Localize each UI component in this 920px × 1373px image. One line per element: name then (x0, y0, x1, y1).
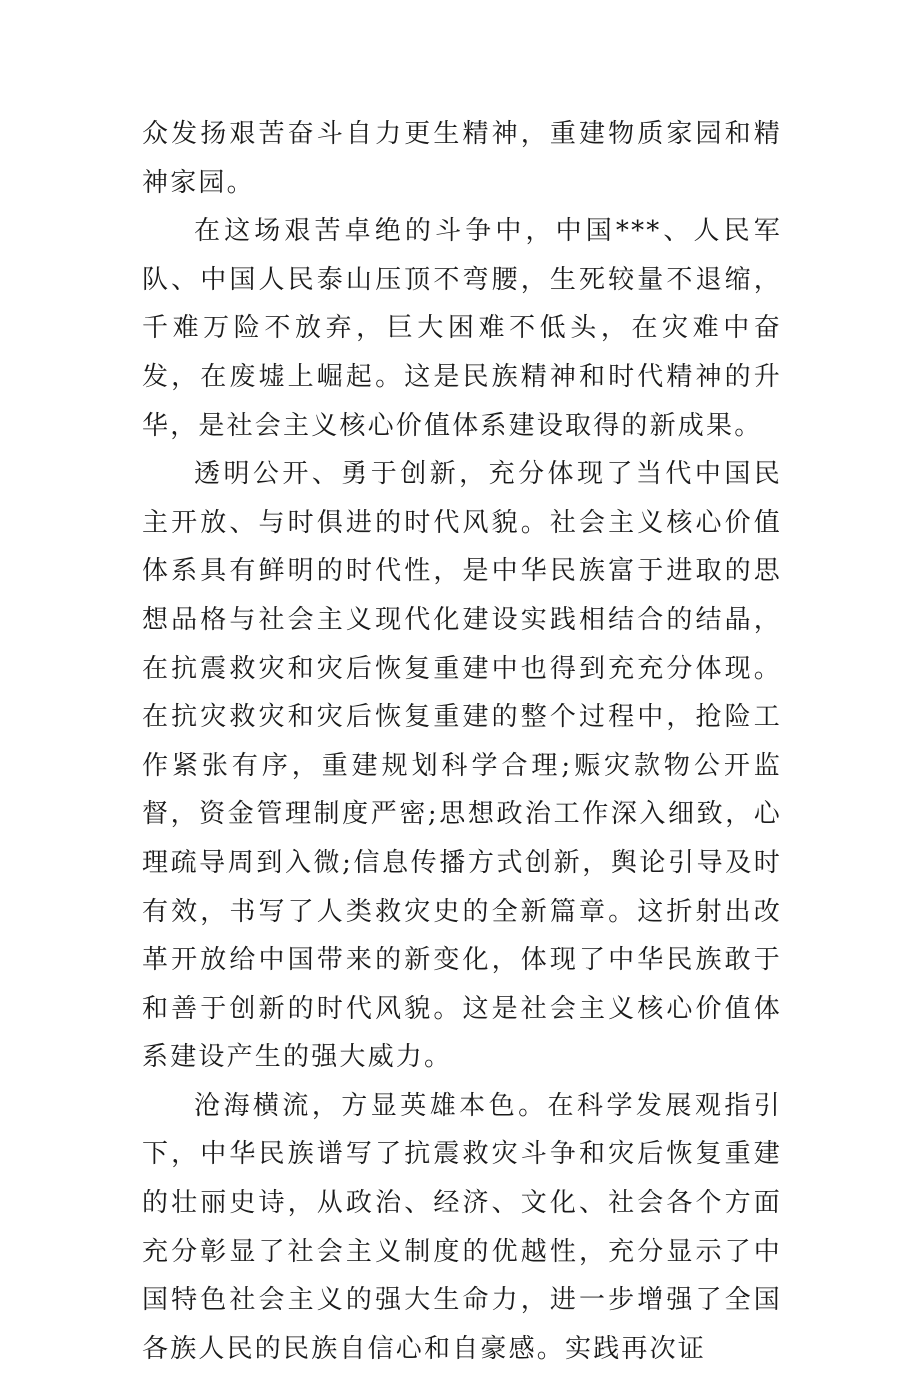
paragraph-continuation: 众发扬艰苦奋斗自力更生精神，重建物质家园和精神家园。 (142, 119, 782, 198)
paragraph-struggle: 在这场艰苦卓绝的斗争中，中国***、人民军队、中国人民泰山压顶不弯腰，生死较量不退缩，千难万险不放弃，巨大困难不低头，在灾难中奋发，在废墟上崛起。这是民族精神和时代精神的升华，是社会主义核心价值体系建设取得的新成果。 (142, 216, 782, 441)
paragraph-heroes: 沧海横流，方显英雄本色。在科学发展观指引下，中华民族谱写了抗震救灾斗争和灾后恢复重建的壮丽史诗，从政治、经济、文化、社会各个方面充分彰显了社会主义制度的优越性，充分显示了中国特色社会主义的强大生命力，进一步增强了全国各族人民的民族自信心和自豪感。实践再次证 (142, 1090, 782, 1364)
document-body (142, 110, 782, 1373)
paragraph-transparency: 透明公开、勇于创新，充分体现了当代中国民主开放、与时俱进的时代风貌。社会主义核心价值体系具有鲜明的时代性，是中华民族富于进取的思想品格与社会主义现代化建设实践相结合的结晶，在抗震救灾和灾后恢复重建中也得到充充分体现。在抗灾救灾和灾后恢复重建的整个过程中，抢险工作紧张有序，重建规划科学合理;赈灾款物公开监督，资金管理制度严密;思想政治工作深入细致，心理疏导周到入微;信息传播方式创新，舆论引导及时有效，书写了人类救灾史的全新篇章。这折射出改革开放给中国带来的新变化，体现了中华民族敢于和善于创新的时代风貌。这是社会主义核心价值体系建设产生的强大威力。 (142, 459, 782, 1073)
